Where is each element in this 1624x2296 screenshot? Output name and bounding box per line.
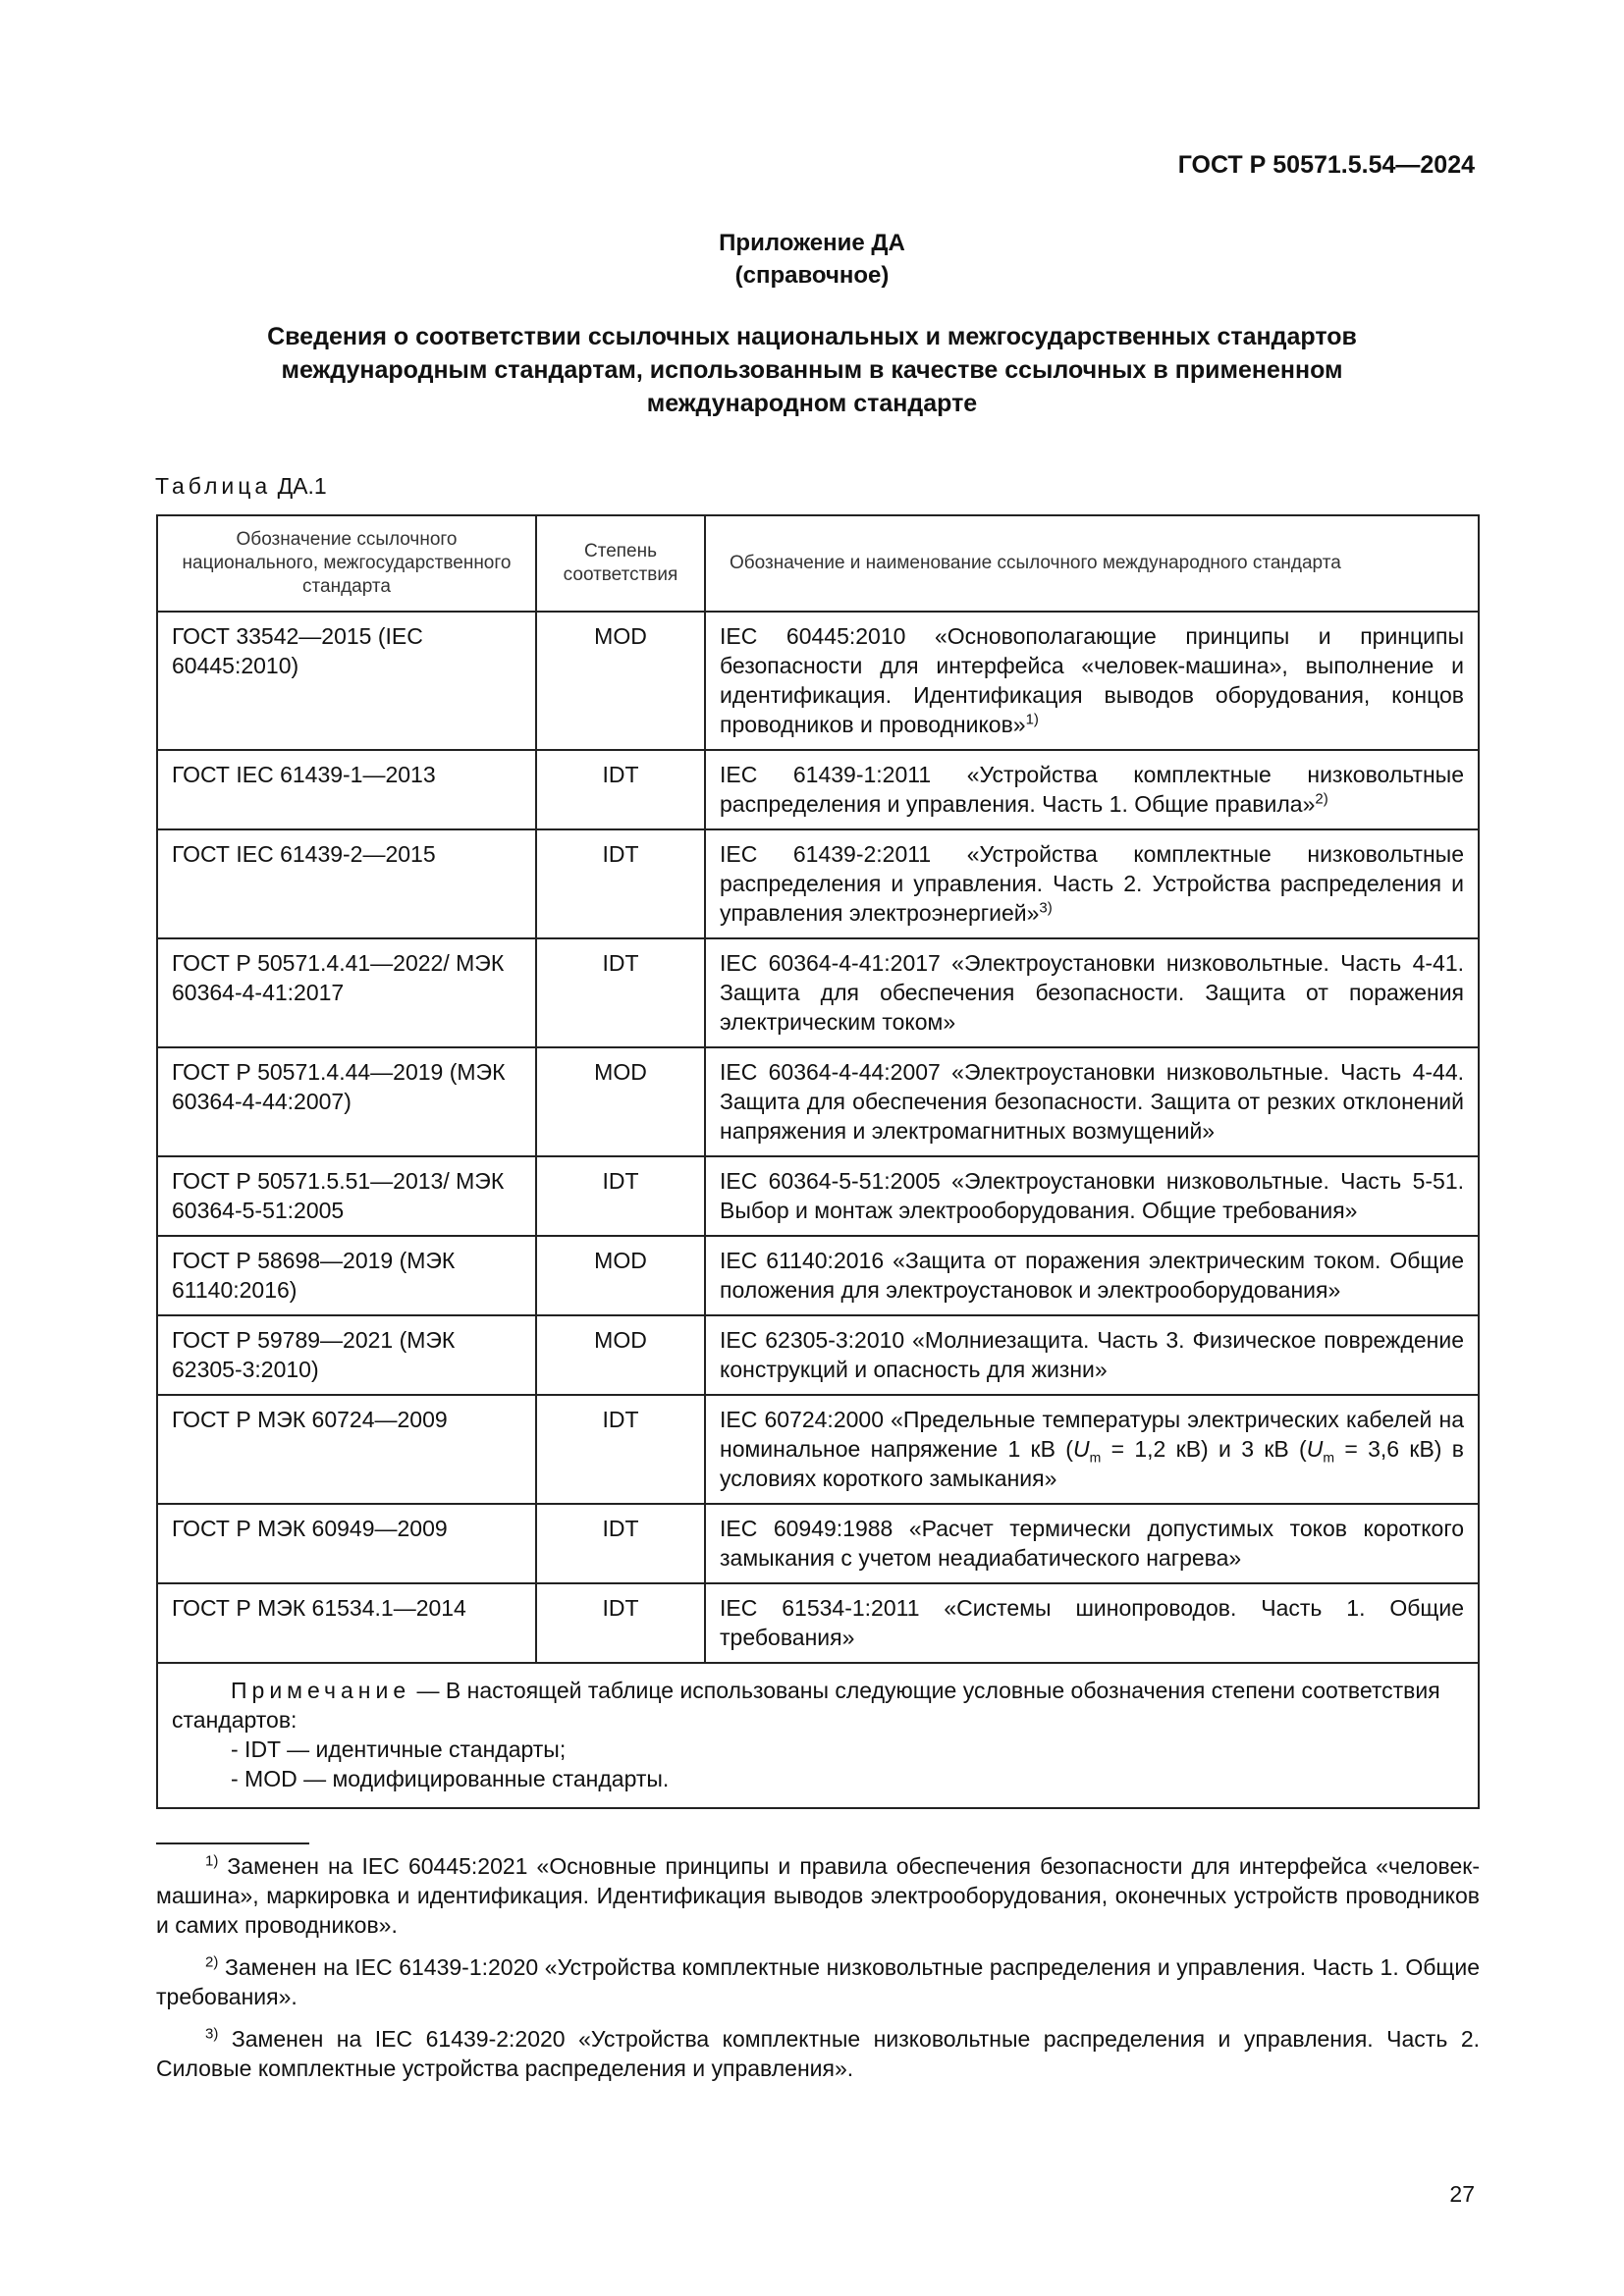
footnotes bbox=[156, 1851, 1480, 2096]
national-cell: ГОСТ Р МЭК 60949—2009 bbox=[157, 1504, 536, 1583]
table-row bbox=[157, 1395, 1479, 1504]
appendix-title: Приложение ДА bbox=[719, 230, 905, 256]
note-item: - IDT — идентичные стандарты; bbox=[231, 1736, 567, 1762]
table-note-row bbox=[157, 1663, 1479, 1808]
table-row bbox=[157, 612, 1479, 750]
national-cell: ГОСТ Р 59789—2021 (МЭК 62305-3:2010) bbox=[157, 1315, 536, 1395]
table-row bbox=[157, 1236, 1479, 1315]
document-code: ГОСТ Р 50571.5.54—2024 bbox=[1177, 151, 1475, 179]
international-cell: IEC 60364-5-51:2005 «Электроустановки низковольтные. Часть 5-51. Выбор и монтаж электрооборудования. Общие требования» bbox=[705, 1156, 1479, 1236]
international-cell: IEC 61140:2016 «Защита от поражения электрическим током. Общие положения для электроустановок и электрооборудования» bbox=[705, 1236, 1479, 1315]
footnote-mark: 2) bbox=[205, 1953, 219, 1971]
international-cell: IEC 60445:2010 «Основополагающие принципы и принципы безопасности для интерфейса «человек-машина», выполнение и идентификация. Идентификация выводов оборудования, концов проводников и проводников»$^{1)}$ bbox=[705, 612, 1479, 750]
appendix-heading bbox=[0, 227, 1624, 292]
degree-cell: IDT bbox=[536, 1156, 705, 1236]
table-row bbox=[157, 829, 1479, 938]
international-cell: IEC 61534-1:2011 «Системы шинопроводов. Часть 1. Общие требования» bbox=[705, 1583, 1479, 1663]
national-cell: ГОСТ Р 50571.5.51—2013/ МЭК 60364-5-51:2005 bbox=[157, 1156, 536, 1236]
footnote-mark: 1) bbox=[205, 1852, 219, 1870]
international-cell: IEC 62305-3:2010 «Молниезащита. Часть 3. Физическое повреждение конструкций и опасность для жизни» bbox=[705, 1315, 1479, 1395]
voltage-symbol: U bbox=[1306, 1436, 1324, 1462]
table-row bbox=[157, 750, 1479, 829]
international-cell: IEC 60724:2000 «Предельные температуры электрических кабелей на номинальное напряжение 1 кВ ($U_m = 1,2$ кВ) и 3 кВ ($U_m = 3,6$ кВ) в условиях короткого замыкания» bbox=[705, 1395, 1479, 1504]
standards-table bbox=[156, 514, 1480, 1809]
national-cell: ГОСТ Р МЭК 61534.1—2014 bbox=[157, 1583, 536, 1663]
national-cell: ГОСТ Р 58698—2019 (МЭК 61140:2016) bbox=[157, 1236, 536, 1315]
table-note bbox=[157, 1663, 1479, 1808]
note-label: Примечание bbox=[231, 1678, 411, 1703]
footnote: $^{2)}$ Заменен на IEC 61439-1:2020 «Устройства комплектные низковольтные распределения и управления. Часть 1. Общие требования». bbox=[156, 1953, 1480, 2009]
degree-cell: MOD bbox=[536, 1315, 705, 1395]
header-national: Обозначение ссылочного национального, межгосударственного стандарта bbox=[157, 515, 536, 612]
note-text: — В настоящей таблице использованы следующие условные обозначения степени соответствия стандартов: bbox=[172, 1678, 1440, 1733]
section-heading: Сведения о соответствии ссылочных национальных и межгосударственных стандартов международным стандартам, использованным в качестве ссылочных в примененном международном стандарте bbox=[267, 323, 1357, 417]
table-row bbox=[157, 1504, 1479, 1583]
table-row bbox=[157, 1156, 1479, 1236]
national-cell: ГОСТ Р МЭК 60724—2009 bbox=[157, 1395, 536, 1504]
international-cell: IEC 60364-4-44:2007 «Электроустановки низковольтные. Часть 4-44. Защита для обеспечения безопасности. Защита от резких отклонений напряжения и электромагнитных возмущений» bbox=[705, 1047, 1479, 1156]
voltage-symbol: U bbox=[1072, 1436, 1090, 1462]
degree-cell: IDT bbox=[536, 1583, 705, 1663]
national-cell: ГОСТ IEC 61439-2—2015 bbox=[157, 829, 536, 938]
footnote-ref: 1) bbox=[1025, 711, 1039, 728]
national-cell: ГОСТ IEC 61439-1—2013 bbox=[157, 750, 536, 829]
degree-cell: MOD bbox=[536, 1236, 705, 1315]
footnote-mark: 3) bbox=[205, 2025, 219, 2043]
appendix-subtitle: (справочное) bbox=[734, 262, 890, 289]
international-cell: IEC 61439-1:2011 «Устройства комплектные низковольтные распределения и управления. Часть 1. Общие правила»$^{2)}$ bbox=[705, 750, 1479, 829]
international-cell: IEC 61439-2:2011 «Устройства комплектные низковольтные распределения и управления. Часть 2. Устройства распределения и управления электроэнергией»$^{3)}$ bbox=[705, 829, 1479, 938]
table-header-row bbox=[157, 515, 1479, 612]
page-number: 27 bbox=[1449, 2181, 1475, 2207]
international-cell: IEC 60949:1988 «Расчет термически допустимых токов короткого замыкания с учетом неадиабатического нагрева» bbox=[705, 1504, 1479, 1583]
header-degree: Степень соответствия bbox=[536, 515, 705, 612]
table-label bbox=[155, 473, 327, 500]
footnote: $^{3)}$ Заменен на IEC 61439-2:2020 «Устройства комплектные низковольтные распределения и управления. Часть 2. Силовые комплектные устройства распределения и управления». bbox=[156, 2025, 1480, 2081]
footnote-ref: 2) bbox=[1315, 790, 1328, 808]
table-row bbox=[157, 1047, 1479, 1156]
table-row bbox=[157, 938, 1479, 1047]
degree-cell: MOD bbox=[536, 1047, 705, 1156]
national-cell: ГОСТ 33542—2015 (IEC 60445:2010) bbox=[157, 612, 536, 750]
table-label-prefix: Таблица bbox=[155, 473, 272, 499]
table-label-id: ДА.1 bbox=[277, 473, 327, 499]
degree-cell: IDT bbox=[536, 1504, 705, 1583]
national-cell: ГОСТ Р 50571.4.41—2022/ МЭК 60364-4-41:2017 bbox=[157, 938, 536, 1047]
header-international: Обозначение и наименование ссылочного международного стандарта bbox=[705, 515, 1479, 612]
note-item: - MOD — модифицированные стандарты. bbox=[231, 1766, 670, 1791]
degree-cell: MOD bbox=[536, 612, 705, 750]
table-row bbox=[157, 1583, 1479, 1663]
footnote-ref: 3) bbox=[1039, 899, 1053, 917]
degree-cell: IDT bbox=[536, 829, 705, 938]
table-row bbox=[157, 1315, 1479, 1395]
international-cell: IEC 60364-4-41:2017 «Электроустановки низковольтные. Часть 4-41. Защита для обеспечения безопасности. Защита от поражения электрическим током» bbox=[705, 938, 1479, 1047]
degree-cell: IDT bbox=[536, 750, 705, 829]
degree-cell: IDT bbox=[536, 1395, 705, 1504]
national-cell: ГОСТ Р 50571.4.44—2019 (МЭК 60364-4-44:2007) bbox=[157, 1047, 536, 1156]
footnote: $^{1)}$ Заменен на IEC 60445:2021 «Основные принципы и правила обеспечения безопасности для интерфейса «человек-машина», маркировка и идентификация. Идентификация выводов электрооборудования, оконечных устройств проводников и самих проводников». bbox=[156, 1852, 1480, 1938]
footnote-separator bbox=[156, 1842, 309, 1844]
degree-cell: IDT bbox=[536, 938, 705, 1047]
